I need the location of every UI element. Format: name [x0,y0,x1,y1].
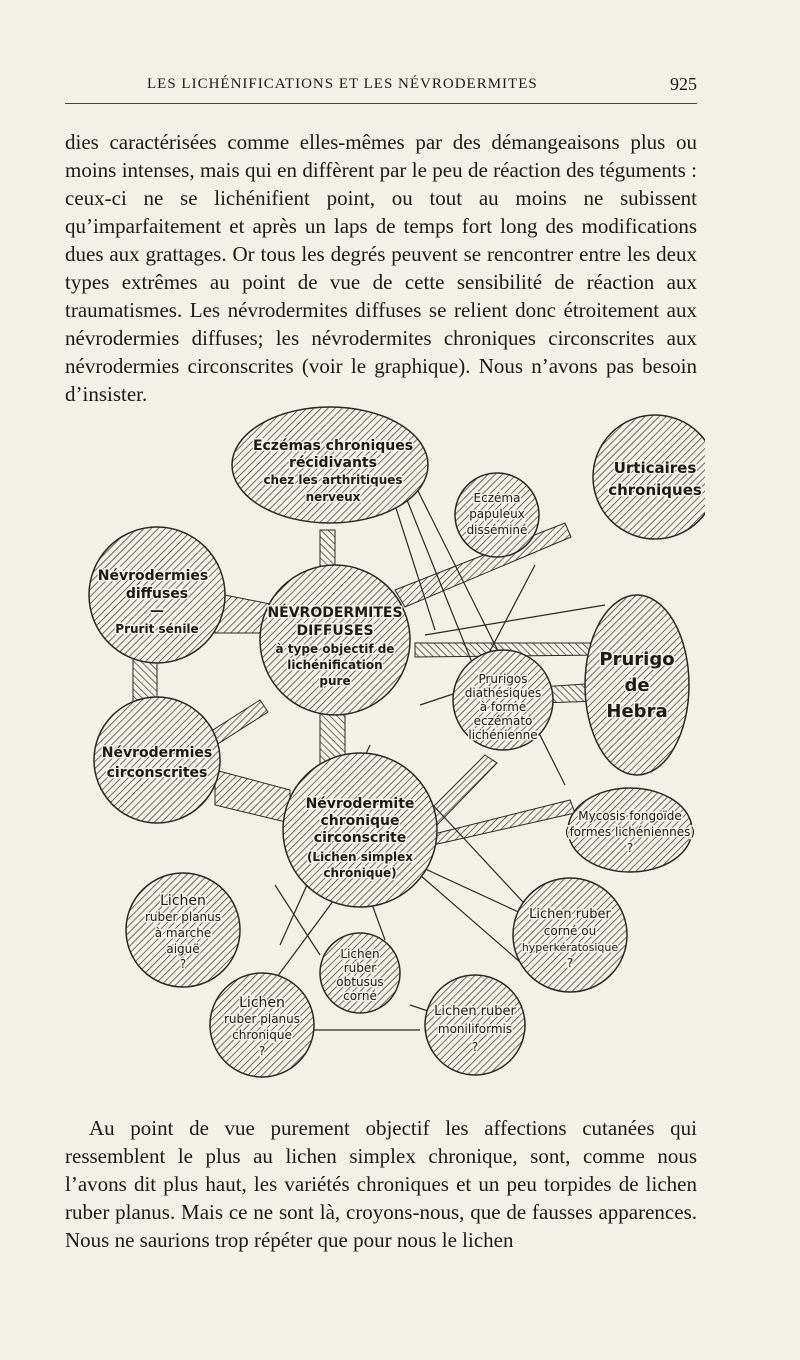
label-nevrodermites-diffuses: NÉVRODERMITES DIFFUSES à type objectif de lichénification pure [267,605,403,688]
label-eczemas: Eczémas chroniques récidivants chez les arthritiques nerveux [252,438,414,504]
label-nevrodermies-diffuses: Névrodermies diffuses — Prurit sénile [97,568,209,636]
node-urticaires [593,415,705,539]
label-lichen-chronique: Lichen ruber planus chronique ? [223,995,301,1058]
label-eczema-papuleux: Eczéma papuleux disséminé [466,491,528,537]
page-number: 925 [670,74,697,94]
label-lichen-obtusus: Lichen ruber obtusus corné [336,947,384,1003]
node-shapes [89,407,705,1077]
label-prurigo-hebra: Prurigo de Hebra [599,649,675,722]
label-nevrodermite-chronique: Névrodermite chronique circonscrite (Lichen simplex chronique) [305,796,415,880]
label-lichen-ruber-aigue: Lichen ruber planus à marche aiguë ? [144,893,222,971]
paragraph-bottom: Au point de vue purement objectif les affections cutanées qui ressemblent le plus au lichen simplex chronique, sont, comme nous l’avons dit plus haut, les variétés chroniques et un peu torpides de lichen ruber planus. Mais ce ne sont là, croyons-nous, que de fausses apparences. Nous ne saurions trop répéter que pour nous le lichen [65,1116,697,1252]
label-prurigos-diathesiques: Prurigos diathésiques à forme eczémato lichénienne [464,672,542,742]
label-mycosis: Mycosis fongoïde (formes lichéniennes) ? [564,809,696,855]
header-rule [65,103,697,104]
paragraph-top: dies caractérisées comme elles-mêmes par des démangeaisons plus ou moins intenses, mais qui en diffèrent par le peu de réaction des téguments : ceux-ci ne se lichénifient point, ou tout au moins ne subissent qu’imparfaitement et après un laps de temps fort long des modifications dues aux grattages. Or tous les degrés peuvent se rencontrer entre les deux types extrêmes au point de vue de cette sensibilité de réaction aux traumatismes. Les névrodermites diffuses se relient donc étroitement aux névrodermies diffuses; les névrodermites chroniques circonscrites aux névrodermies circonscrites (voir le graphique). Nous n’avons pas besoin d’insister. [65,130,697,406]
label-lichen-ruber-corne: Lichen ruber corné ou hyperkératosique ? [521,907,619,970]
running-header [65,70,697,100]
label-lichen-moniliformis: Lichen ruber moniliformis ? [434,1004,516,1054]
label-urticaires: Urticaires chroniques [608,459,702,499]
node-nevrodermites-diffuses [260,565,410,715]
running-title: LES LICHÉNIFICATIONS ET LES NÉVRODERMITES [147,76,538,92]
label-nevrodermies-circonscrites: Névrodermies circonscrites [101,745,213,781]
nevrodermites-diagram [65,395,705,1095]
